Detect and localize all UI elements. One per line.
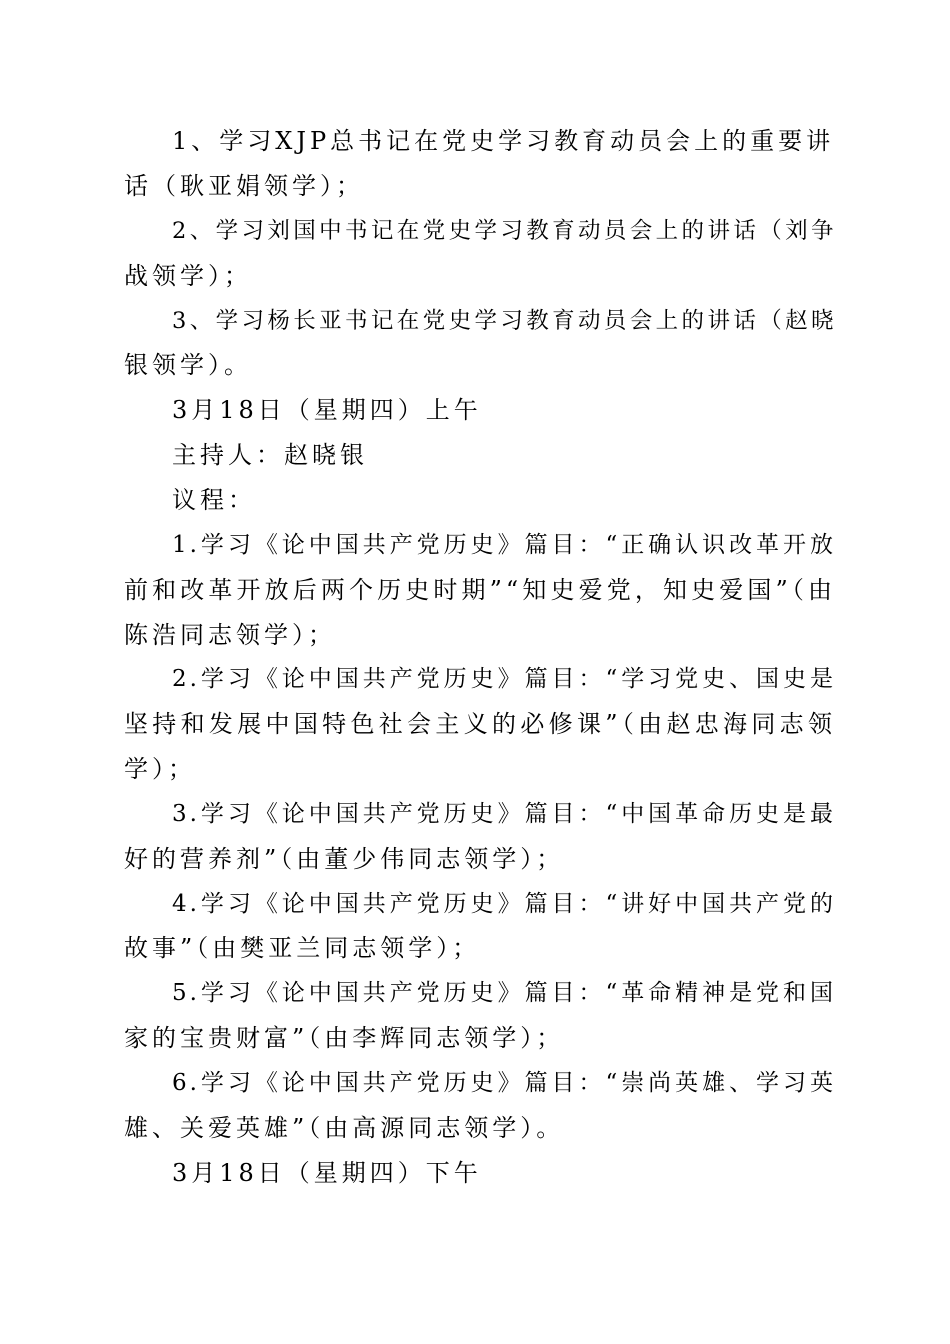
study-item-6-line-2: 雄、关爱英雄”（由高源同志领学）。 (124, 1114, 565, 1142)
agenda-item-1-line-2: 话（耿亚娟领学）； (124, 172, 364, 200)
agenda-item-2-line-2: 战领学）； (124, 262, 252, 290)
study-item-5-line-1: 5.学习《论中国共产党历史》篇目：“革命精神是党和国 (172, 980, 836, 1006)
session-agenda-heading: 议程： (172, 486, 256, 514)
study-item-3-line-1: 3.学习《论中国共产党历史》篇目：“中国革命历史是最 (172, 801, 836, 827)
session-date-afternoon: 3月18日（星期四）下午 (172, 1159, 482, 1187)
study-item-5-line-2: 家的宝贵财富”（由李辉同志领学）； (124, 1024, 565, 1052)
study-item-2-line-1: 2.学习《论中国共产党历史》篇目：“学习党史、国史是 (172, 666, 836, 692)
study-item-1-line-1: 1.学习《论中国共产党历史》篇目：“正确认识改革开放 (172, 532, 836, 558)
study-item-3-line-2: 好的营养剂”（由董少伟同志领学）； (124, 845, 565, 873)
session-host: 主持人：赵晓银 (172, 441, 368, 469)
agenda-item-3-line-2: 银领学）。 (124, 351, 252, 379)
study-item-6-line-1: 6.学习《论中国共产党历史》篇目：“崇尚英雄、学习英 (172, 1070, 836, 1096)
agenda-item-1-line-1: 1、学习XJP总书记在党史学习教育动员会上的重要讲 (172, 127, 835, 155)
agenda-item-2-line-1: 2、学习刘国中书记在党史学习教育动员会上的讲话（刘争 (172, 218, 836, 244)
study-item-1-line-2: 前和改革开放后两个历史时期”“知史爱党，知史爱国”（由 (124, 576, 836, 604)
study-item-2-line-2: 坚持和发展中国特色社会主义的必修课”（由赵忠海同志领 (124, 710, 836, 738)
study-item-4-line-1: 4.学习《论中国共产党历史》篇目：“讲好中国共产党的 (172, 891, 836, 917)
study-item-2-line-3: 学）； (124, 755, 196, 783)
session-date-morning: 3月18日（星期四）上午 (172, 396, 482, 424)
study-item-1-line-3: 陈浩同志领学）； (124, 621, 336, 649)
agenda-item-3-line-1: 3、学习杨长亚书记在党史学习教育动员会上的讲话（赵晓 (172, 308, 836, 334)
study-item-4-line-2: 故事”（由樊亚兰同志领学）； (124, 934, 481, 962)
